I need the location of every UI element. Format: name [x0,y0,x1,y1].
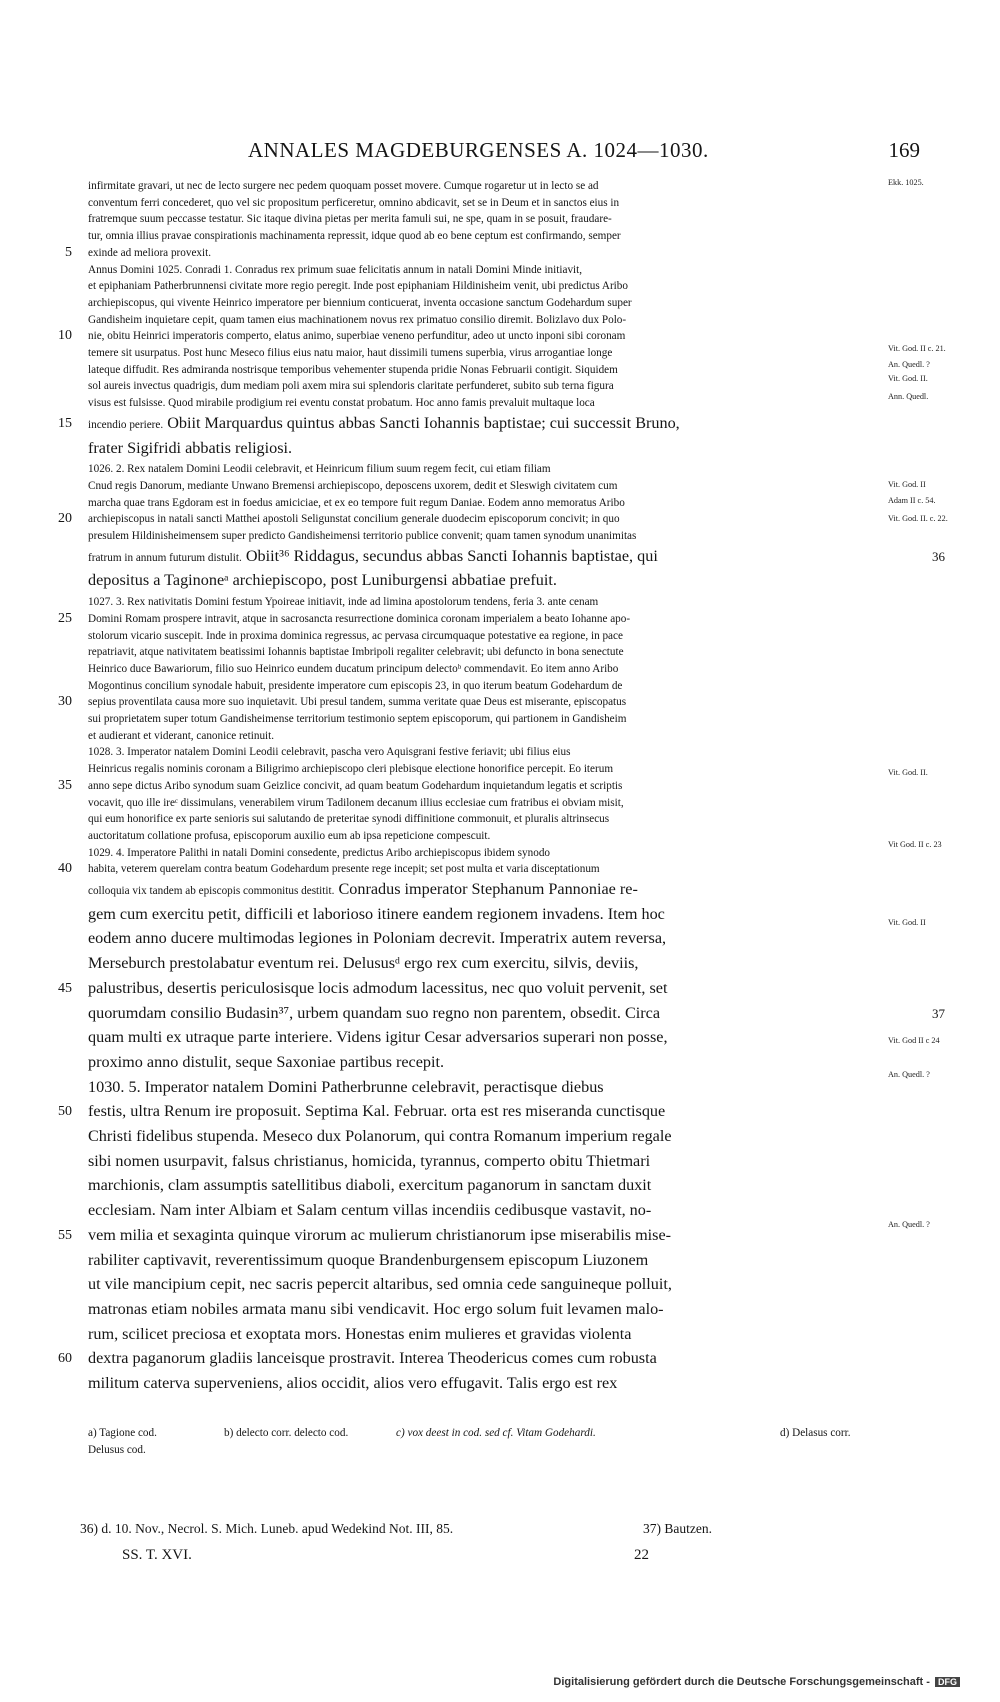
line-number: 40 [58,861,72,877]
line-large-text: ut vile mancipium cepit, nec sacris pepercit altaribus, sed omnia cede sanguineque polluit, [88,1275,672,1294]
footnote-d: d) Delasus corr. [780,1427,851,1439]
text-line [88,1076,878,1099]
line-text: 1026. 2. Rex natalem Domini Leodii celebravit, et Heinricum filium suum regem fecit, cui etiam filiam [88,463,551,476]
line-number: 5 [65,244,72,260]
footnote-line [88,1442,908,1459]
line-text: lateque diffudit. Res admiranda nostrisque temporibus vehementer stupenda pridie Nonas Februarii contigit. Siquidem [88,363,618,376]
line-large-text: palustribus, desertis periculosisque locis admodum lacessitus, nec quo voluit pervenit, set [88,978,668,997]
text-line [88,228,878,244]
note-37: 37) Bautzen. [643,1521,712,1536]
line-large-text: frater Sigifridi abbatis religiosi. [88,438,293,457]
text-line [88,495,878,511]
digitization-credit [553,1676,960,1688]
line-text: stolorum vicario suscepit. Inde in proxima dominica regressus, ac pervasa circumquaque potestative ea regione, in pace [88,629,623,642]
line-number: 15 [58,415,72,431]
margin-source-note: Ekk. 1025. [888,178,924,187]
line-text: incendio periere. [88,418,164,431]
note-36: 36) d. 10. Nov., Necrol. S. Mich. Luneb. apud Wedekind Not. III, 85. [80,1521,454,1536]
margin-source-note: Vit God. II c. 23 [888,840,942,849]
line-text: colloquia vix tandem ab episcopis commonitus destitit. [88,885,335,897]
line-large-text: Obiit³⁶ Riddagus, secundus abbas Sancti Iohannis baptistae, qui [241,546,658,565]
margin-source-note: Vit. God. II c. 21. [888,344,946,353]
margin-source-note: An. Quedl. ? [888,1220,930,1229]
footnote-b: b) delecto corr. delecto cod. [224,1427,349,1439]
text-line [88,694,878,710]
text-line [88,195,878,211]
text-line [88,412,878,435]
line-large-text: sibi nomen usurpavit, falsus christianus, homicida, tyrannus, comperto obitu Thietmari [88,1151,651,1170]
line-text: 1027. 3. Rex nativitatis Domini festum Ypoireae initiavit, inde ad limina apostolorum tendens, feria 3. ante cenam [88,596,599,609]
line-text: exinde ad meliora provexit. [88,246,212,259]
margin-source-note: An. Quedl. ? [888,360,930,369]
margin-source-note: An. Quedl. ? [888,1070,930,1079]
text-line [88,878,878,901]
text-line [88,211,878,227]
text-line [88,778,878,794]
margin-source-note: Vit. God. II. c. 22. [888,514,948,523]
line-large-text: Obiit Marquardus quintus abbas Sancti Iohannis baptistae; cui successit Bruno, [163,413,680,432]
line-text: et epiphaniam Patherbrunnensi civitate more regio peregit. Inde post epiphaniam Hildinisheim venit, ubi predictus Aribo [88,280,628,293]
margin-source-note: Vit. God. II. [888,374,928,383]
line-text: anno sepe dictus Aribo synodum suam Geizlice concivit, ad quam beatum Godehardum inquietandum legatis et scriptis [88,779,623,792]
line-text: qui eum honorifice ex parte senioris sui salutando de preteritae synodi diffinitione commonuit, et pluralis altrinsecus [88,813,610,826]
volume-signature: SS. T. XVI. [122,1547,192,1563]
text-line [88,903,878,926]
line-text: fratrum in annum futurum distulit. [88,551,242,564]
line-large-text: proximo anno distulit, seque Saxoniae partibus recepit. [88,1052,445,1071]
line-number: 55 [58,1227,72,1243]
line-text: tur, omnia illius pravae conspirationis machinamenta repressit, idque quod ab eo bene ceptum est confirmando, semper [88,230,621,243]
line-text: nie, obitu Heinrici imperatoris comperto, elatus animo, superbiae veneno perfunditur, adeo ut uncto inponi sibi coronam [88,330,626,343]
text-line [88,312,878,328]
line-text: Mogontinus concilium synodale habuit, presidente imperatore cum episcopis 23, in quo iterum beatum Godehardum de [88,679,623,692]
line-large-text: Christi fidelibus stupenda. Meseco dux Polanorum, qui contra Romanum imperium regale [88,1127,672,1145]
text-line [88,952,878,975]
line-text: Domini Romam prospere intravit, atque in sacrosancta resurrectione dominica coronam imperialem a beato Iohanne apo- [88,612,631,625]
note-marker: 37 [932,1005,945,1021]
text-line [88,362,878,378]
line-text: conventum ferri concederet, quo vel sic propositum perficeretur, omnino abdicavit, set se in Deum et in sanctos eius in [88,196,620,209]
text-line [88,728,878,744]
line-text: repatriavit, atque nativitatem beatissimi Iohannis baptistae Imbripoli regaliter celebravit; ubi defuncto in bona senectute [88,646,624,659]
text-line [88,611,878,627]
line-large-text: Conradus imperator Stephanum Pannoniae re- [334,880,638,898]
line-number: 35 [58,777,72,793]
text-line [88,545,878,568]
footnote-a: a) Tagione cod. [88,1427,157,1439]
margin-source-note: Vit. God. II. [888,768,928,777]
line-large-text: matronas etiam nobiles armata manu sibi vendicavit. Hoc ergo solum fuit levamen malo- [88,1299,664,1318]
line-text: 1028. 3. Imperator natalem Domini Leodii celebravit, pascha vero Aquisgrani festive feriavit; ubi filius eius [88,746,571,759]
line-text: sui proprietatem super totum Gandisheimense territorium testimonio septem episcoporum, qui partionem in Gandisheim [88,713,627,725]
line-number: 50 [58,1104,72,1120]
line-text: Annus Domini 1025. Conradi 1. Conradus rex primum suae felicitatis annum in natali Domini Minde initiavit, [88,263,583,276]
text-line [88,845,878,861]
line-number: 30 [58,694,72,710]
text-line [88,795,878,811]
critical-apparatus [88,1425,908,1459]
line-text: infirmitate gravari, ut nec de lecto surgere nec pedem quoquam posset movere. Cumque rogaretur ut in lecto se ad [88,180,599,192]
margin-source-note: Vit. God. II [888,918,926,927]
footnote-d-cont: Delusus cod. [88,1444,146,1456]
text-line [88,1273,878,1296]
line-text: visus est fulsisse. Quod mirabile prodigium rei eventu constat probatum. Hoc anno famis prevaluit multaque loca [88,397,595,410]
line-large-text: festis, ultra Renum ire proposuit. Septima Kal. Februar. orta est res miseranda cunctisque [88,1102,666,1121]
text-line [88,278,878,294]
text-line [88,395,878,411]
line-text: auctoritatum collatione profusa, episcoporum auxilio eum ab ipsa repeticione compescuit. [88,829,491,842]
text-line [88,511,878,527]
line-large-text: quam multi ex utraque parte interiere. Videns igitur Cesar adversarios superari non posse, [88,1028,668,1047]
footnote-line [88,1425,908,1442]
line-large-text: vem milia et sexaginta quinque virorum ac mulierum christianorum ipse miserabilis mise- [88,1225,672,1244]
text-line [88,828,878,844]
line-text: presulem Hildinisheimensem super predicto Gandisheimensi territorio publice convenit; quam tamen synodum unanimitas [88,530,637,542]
margin-source-note: Ann. Quedl. [888,392,929,401]
text-line [88,811,878,827]
line-large-text: quorumdam consilio Budasin³⁷, urbem quandam suo regno non parentem, obsedit. Circa [88,1003,661,1022]
line-large-text: eodem anno ducere multimodas legiones in Poloniam decrevit. Imperatrix autem reversa, [88,929,667,948]
line-text: vocavit, quo ille ireᶜ dissimulans, venerabilem virum Tadilonem decanum illius ecclesiae cum fratribus ei obviam misit, [88,796,624,809]
line-number: 45 [58,980,72,996]
text-line [88,437,878,460]
quire-number: 22 [634,1547,649,1563]
line-text: archiepiscopus, qui vivente Heinrico imperatore per biennium conticuerat, inventa occasione sanctum Godehardum super [88,296,632,309]
text-line [88,861,878,877]
text-line [88,1125,878,1148]
line-text: 1029. 4. Imperatore Palithi in natali Domini consedente, predictus Aribo archiepiscopus ibidem synodo [88,846,551,859]
text-line [88,927,878,950]
line-text: et audierant et viderant, canonice retinuit. [88,729,275,742]
page-number: 169 [888,138,920,162]
margin-source-note: Adam II c. 54. [888,496,936,505]
text-line [88,977,878,1000]
text-line [88,1051,878,1074]
line-text: sepius proventilata causa more suo inquietavit. Ubi presul tandem, summa veritate quae Deus est miserante, episcopatus [88,696,627,709]
line-large-text: Merseburch prestolabatur eventum rei. Delususᵈ ergo rex cum exercitu, silvis, deviis, [88,954,639,973]
text-line [88,1347,878,1370]
text-line [88,478,878,494]
line-large-text: rum, scilicet preciosa et exoptata mors. Honestas enim mulieres et gravidas violenta [88,1324,632,1343]
line-text: Gandisheim inquietare cepit, quam tamen eius machinationem novus rex primatuo consilio diremit. Bolizlavo dux Polo- [88,313,627,326]
line-large-text: militum caterva superveniens, alios occidit, alios vero effugavit. Talis ergo est rex [88,1374,618,1392]
text-line [88,661,878,677]
line-number: 20 [58,511,72,527]
line-number: 25 [58,610,72,626]
text-line [88,1174,878,1197]
line-text: habita, veterem querelam contra beatum Godehardum presente rege incepit; set post multa et varia disceptationum [88,863,600,876]
text-line [88,761,878,777]
line-text: fratremque suum peccasse testatur. Sic itaque divina pietas per merita famuli sui, ne spe, quam in se posuit, fraudare- [88,213,612,226]
text-line [88,1323,878,1346]
text-line [88,1199,878,1222]
margin-source-note: Vit. God. II [888,480,926,489]
text-line [88,295,878,311]
text-line [88,345,878,361]
text-line [88,1150,878,1173]
text-line [88,1298,878,1321]
text-line [88,569,878,592]
footnote-c: c) vox deest in cod. sed cf. Vitam Godehardi. [396,1427,596,1439]
line-text: marcha quae trans Egdoram est in foedus amiciciae, et ex eo tempore fuit regum Daniae. Eodem anno memoratus Aribo [88,496,625,509]
text-line [88,1372,878,1395]
line-text: Heinrico duce Bawariorum, filio suo Heinrico eundem ducatum principum delectoᵇ commendavit. Eo item anno Aribo [88,662,619,675]
text-line [88,744,878,760]
line-number: 10 [58,328,72,344]
text-line [88,1224,878,1247]
line-text: archiepiscopus in natali sancti Matthei apostoli Seligunstat concilium generale duodecim episcoporum concivit; in quo [88,513,620,526]
text-line [88,1026,878,1049]
text-line [88,628,878,644]
text-line [88,594,878,610]
running-title: ANNALES MAGDEBURGENSES A. 1024—1030. [248,138,709,162]
text-line [88,644,878,660]
text-line [88,461,878,477]
line-large-text: marchionis, clam assumptis satellitibus diaboli, exercitum paganorum in sanctam duxit [88,1176,652,1195]
credit-text: Digitalisierung gefördert durch die Deutsche Forschungsgemeinschaft - [553,1676,930,1688]
text-line [88,262,878,278]
line-large-text: depositus a Taginoneᵃ archiepiscopo, post Luniburgensi abbatiae prefuit. [88,571,557,590]
text-line [88,378,878,394]
text-line [88,245,878,261]
text-line [88,328,878,344]
note-marker: 36 [932,548,945,564]
line-text: sol aureis invectus quadrigis, dum mediam poli axem mira sui splendoris claritate perfunderet, subito sub terna figura [88,380,614,393]
text-line [88,711,878,727]
line-text: Cnud regis Danorum, mediante Unwano Bremensi archiepiscopo, deposcens uxorem, dedit et Sleswigh civitatem cum [88,479,618,492]
dfg-badge: DFG [935,1677,960,1687]
line-number: 60 [58,1351,72,1367]
text-line [88,1002,878,1025]
text-line [88,1249,878,1272]
line-large-text: ecclesiam. Nam inter Albiam et Salam centum villas incendiis cedibusque vastavit, no- [88,1201,652,1220]
line-large-text: 1030. 5. Imperator natalem Domini Patherbrunne celebravit, peractisque diebus [88,1077,604,1096]
page-header [90,138,920,164]
line-large-text: gem cum exercitu petit, difficili et laborioso itinere eandem regionem invadens. Item hoc [88,904,665,923]
line-large-text: rabiliter captivavit, reverentissimum quoque Brandenburgensem episcopum Liuzonem [88,1250,649,1269]
margin-source-note: Vit. God II c 24 [888,1036,940,1045]
text-line [88,178,878,194]
text-line [88,678,878,694]
line-large-text: dextra paganorum gladiis lanceisque prostravit. Interea Theodericus comes cum robusta [88,1349,657,1368]
line-text: Heinricus regalis nominis coronam a Biligrimo archiepiscopo cleri plebisque electione honorifice percepit. Eo iterum [88,763,614,776]
line-text: temere sit usurpatus. Post hunc Meseco filius eius natu maior, haut dissimili tumens superbia, virus arrogantiae longe [88,347,613,359]
text-line [88,528,878,544]
text-line [88,1100,878,1123]
